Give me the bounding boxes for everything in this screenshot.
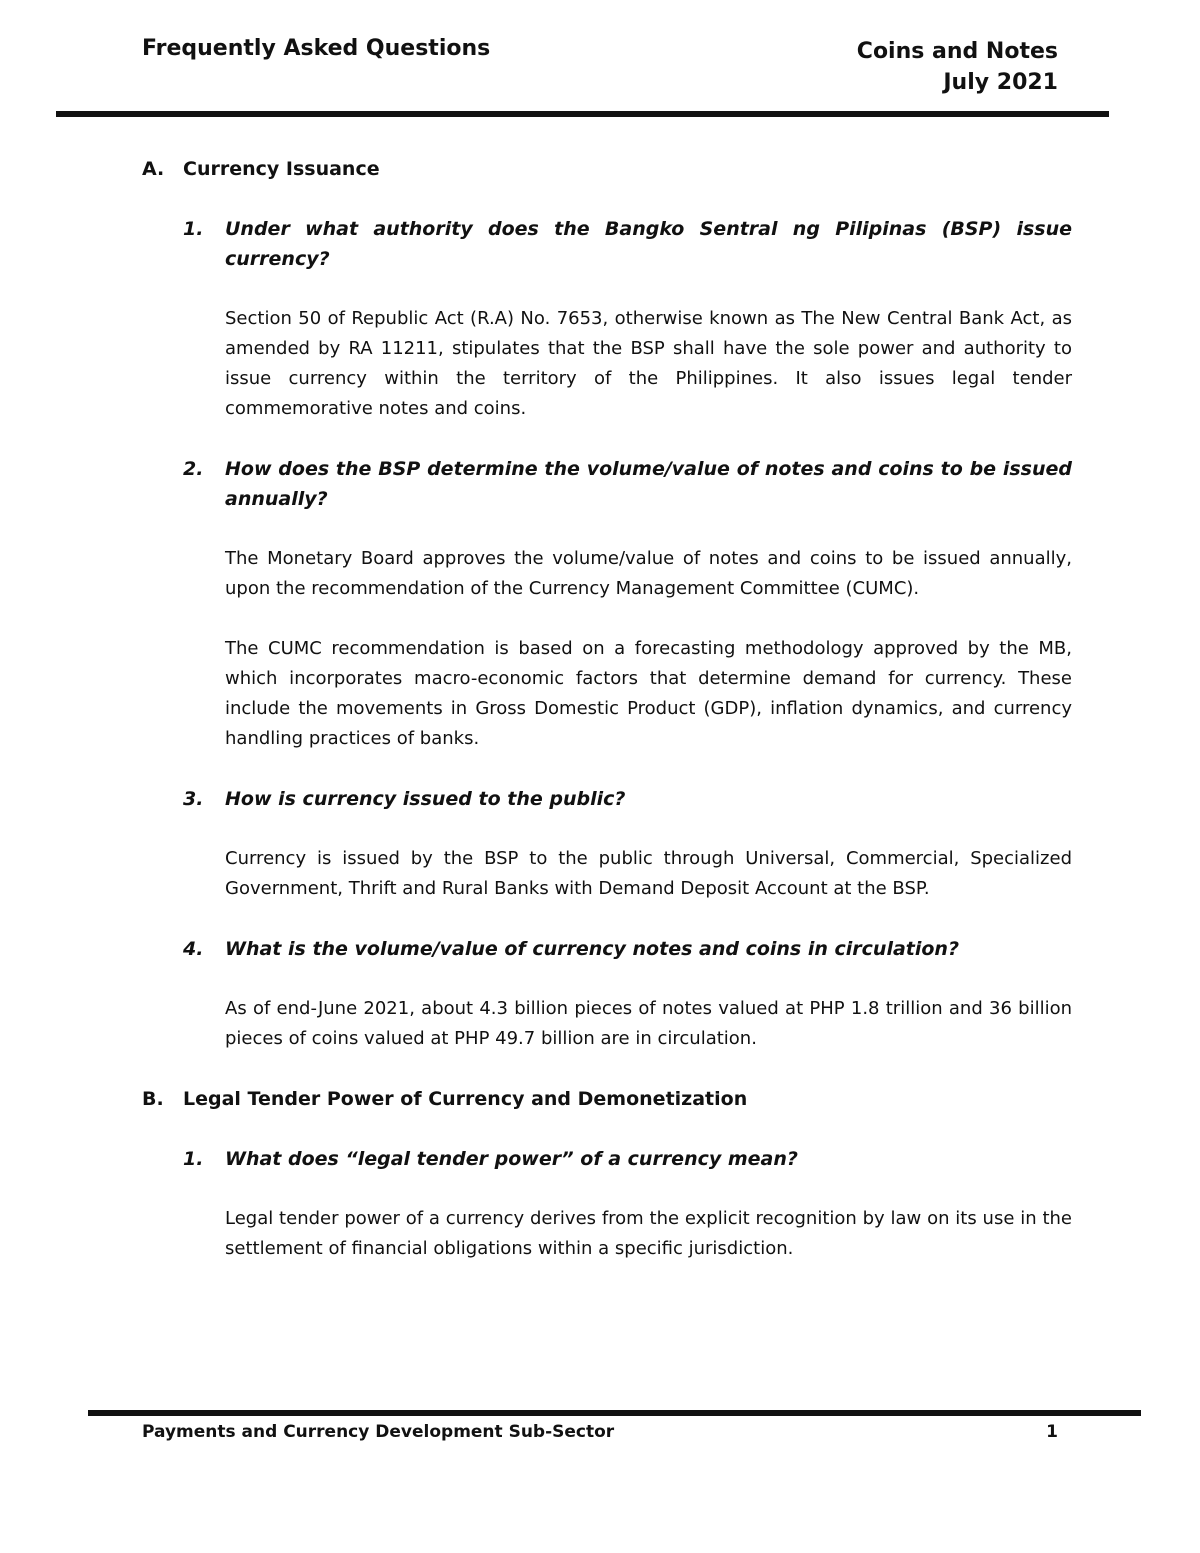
faq-content <box>142 154 1072 1294</box>
faq-question <box>142 934 1072 964</box>
document-subject-date <box>857 36 1058 98</box>
question-number: 1. <box>183 1148 204 1170</box>
faq-answer: Currency is issued by the BSP to the public through Universal, Commercial, Specialized Government, Thrift and Rural Banks with Demand Deposit Account at the BSP. <box>225 848 1072 899</box>
header-divider <box>56 111 1109 117</box>
document-title: Frequently Asked Questions <box>142 36 491 61</box>
question-number: 1. <box>183 218 204 240</box>
document-subject: Coins and Notes <box>856 39 1058 64</box>
faq-question <box>142 214 1072 274</box>
section-title: Currency Issuance <box>183 158 380 180</box>
faq-question <box>142 454 1072 514</box>
faq-answer: The CUMC recommendation is based on a forecasting methodology approved by the MB, which incorporates macro-economic factors that determine demand for currency. These include the movements in Gross Domestic Product (GDP), inflation dynamics, and currency handling practices of banks. <box>225 638 1072 749</box>
question-number: 2. <box>183 458 204 480</box>
faq-answer: As of end-June 2021, about 4.3 billion pieces of notes valued at PHP 1.8 trillion and 36 billion pieces of coins valued at PHP 49.7 billion are in circulation. <box>225 998 1072 1049</box>
question-number: 4. <box>183 938 204 960</box>
faq-answer: Section 50 of Republic Act (R.A) No. 7653, otherwise known as The New Central Bank Act, as amended by RA 11211, stipulates that the BSP shall have the sole power and authority to issue currency within the territory of the Philippines. It also issues legal tender commemorative notes and coins. <box>225 308 1072 419</box>
question-text: How is currency issued to the public? <box>225 788 626 810</box>
question-text: What is the volume/value of currency notes and coins in circulation? <box>225 938 959 960</box>
section-letter: A. <box>142 158 165 180</box>
faq-answer: Legal tender power of a currency derives from the explicit recognition by law on its use in the settlement of financial obligations within a specific jurisdiction. <box>225 1208 1072 1259</box>
document-date: July 2021 <box>943 70 1058 95</box>
section-heading <box>142 1084 1072 1114</box>
section-title: Legal Tender Power of Currency and Demonetization <box>183 1088 748 1110</box>
page-number: 1 <box>1046 1422 1058 1442</box>
section-letter: B. <box>142 1088 164 1110</box>
faq-question <box>142 1144 1072 1174</box>
faq-answer: The Monetary Board approves the volume/value of notes and coins to be issued annually, upon the recommendation of the Currency Management Committee (CUMC). <box>225 548 1072 599</box>
question-text: How does the BSP determine the volume/value of notes and coins to be issued annually? <box>225 458 1072 510</box>
footer-divider <box>88 1410 1141 1416</box>
section-heading <box>142 154 1072 184</box>
footer-department: Payments and Currency Development Sub-Sector <box>142 1422 615 1442</box>
question-text: Under what authority does the Bangko Sentral ng Pilipinas (BSP) issue currency? <box>225 218 1072 270</box>
faq-question <box>142 784 1072 814</box>
question-number: 3. <box>183 788 204 810</box>
question-text: What does “legal tender power” of a currency mean? <box>225 1148 798 1170</box>
